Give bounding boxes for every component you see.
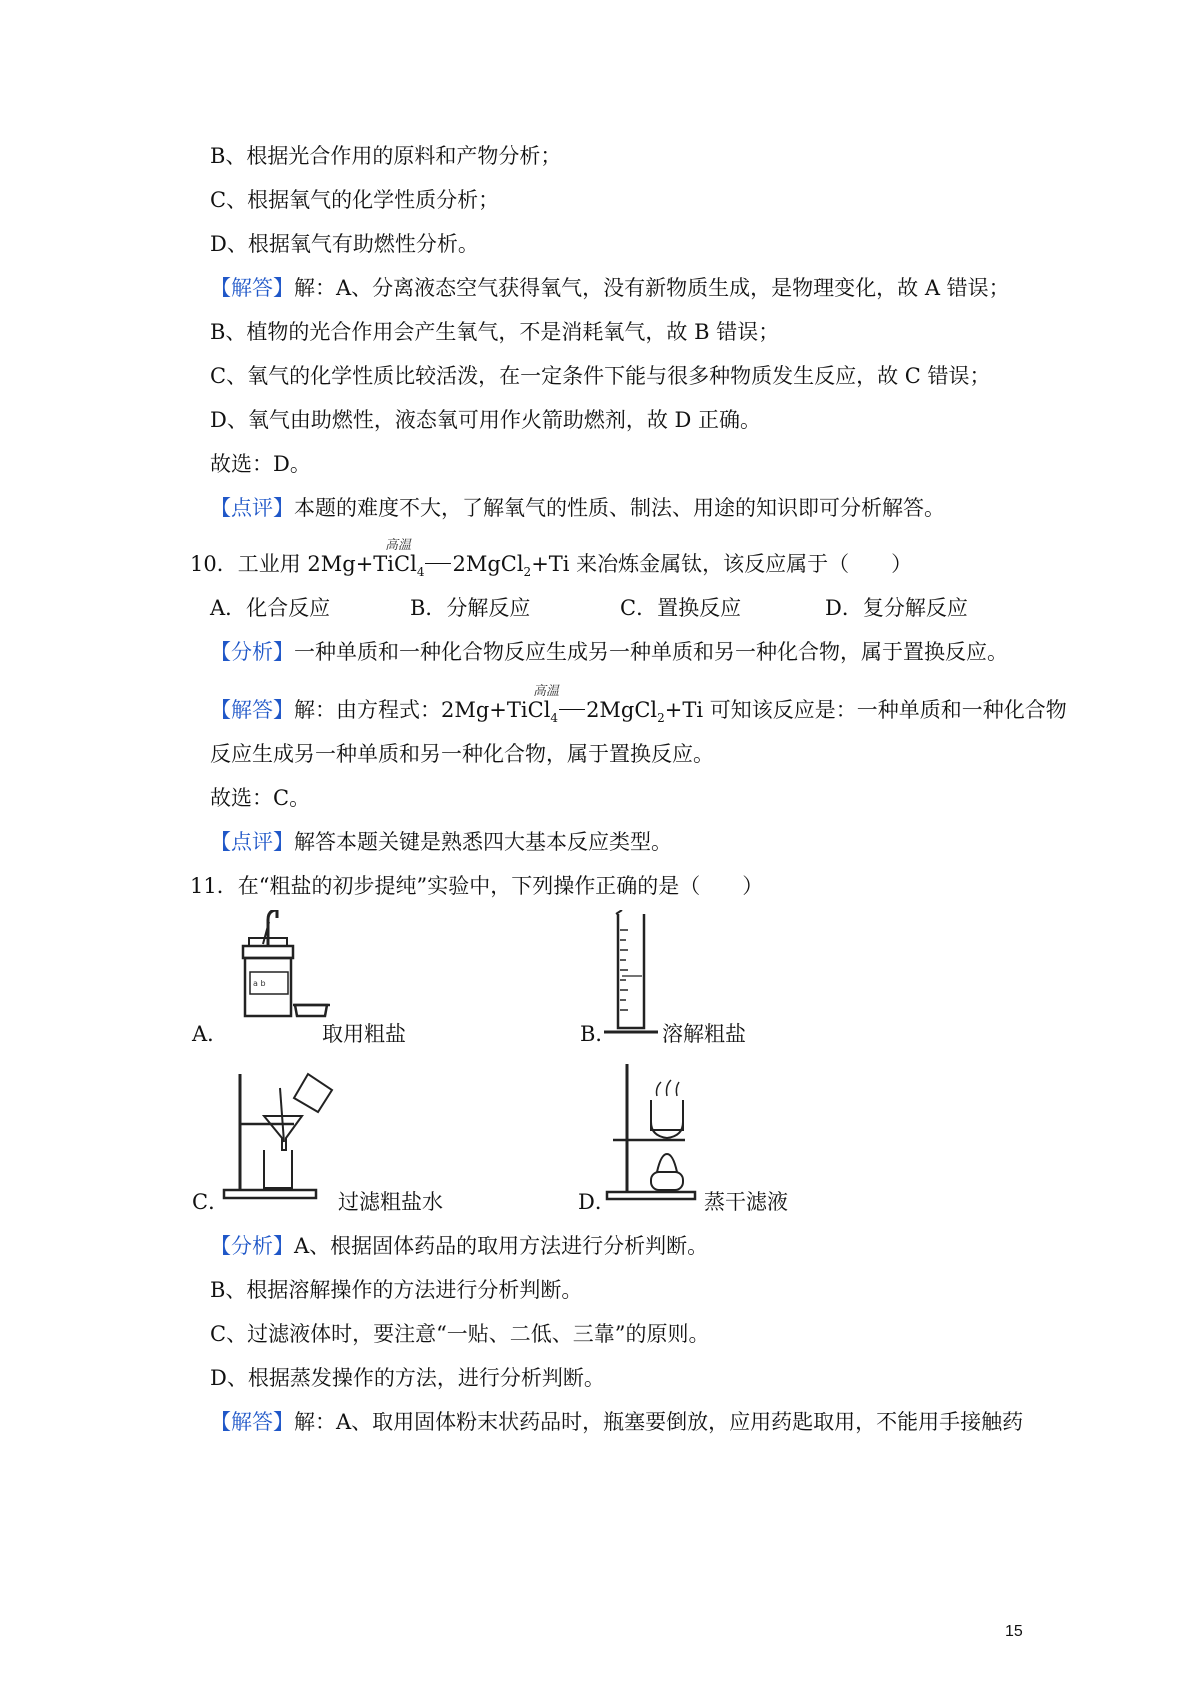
answer-text: 解：A、取用固体粉末状药品时，瓶塞要倒放，应用药匙取用，不能用手接触药 <box>294 1410 1024 1434</box>
comment-line <box>210 494 945 522</box>
text-line: 故选：D。 <box>210 452 311 476</box>
text-line: D、根据蒸发操作的方法，进行分析判断。 <box>210 1366 605 1390</box>
comment-tag: 【点评】 <box>210 496 294 520</box>
text-line: D、根据氧气有助燃性分析。 <box>210 232 479 256</box>
evaporate-figure <box>605 1062 705 1202</box>
text-line: C、根据氧气的化学性质分析； <box>210 188 500 212</box>
question-11-stem: 11．在“粗盐的初步提纯”实验中，下列操作正确的是（ ） <box>190 874 764 898</box>
text-line: B、根据溶解操作的方法进行分析判断。 <box>210 1278 583 1302</box>
text-line: B、植物的光合作用会产生氧气，不是消耗氧气，故 B 错误； <box>210 320 780 344</box>
answer-tag: 【解答】 <box>210 276 294 300</box>
q11-option-c-label: 过滤粗盐水 <box>338 1190 443 1214</box>
answer-line <box>210 696 1067 727</box>
option-d: D．复分解反应 <box>825 596 968 620</box>
subscript: 2 <box>523 565 532 579</box>
comment-tag: 【点评】 <box>210 830 294 854</box>
option-a: A．化合反应 <box>210 596 331 620</box>
analysis-line <box>210 1232 708 1260</box>
analysis-text: A、根据固体药品的取用方法进行分析判断。 <box>294 1234 709 1258</box>
answer-line <box>210 274 1010 302</box>
subscript: 4 <box>550 711 559 725</box>
text-line: 故选：C。 <box>210 786 311 810</box>
equation-bar <box>425 563 451 564</box>
reaction-condition: 高温 <box>385 538 412 553</box>
analysis-tag: 【分析】 <box>210 640 294 664</box>
dissolve-salt-figure <box>600 910 660 1038</box>
text-line: C、氧气的化学性质比较活泼，在一定条件下能与很多种物质发生反应，故 C 错误； <box>210 364 991 388</box>
analysis-line <box>210 638 1008 666</box>
answer-text: +Ti 可知该反应是：一种单质和一种化合物 <box>664 698 1067 722</box>
comment-text: 本题的难度不大，了解氧气的性质、制法、用途的知识即可分析解答。 <box>294 496 945 520</box>
text-line: C、过滤液体时，要注意“一贴、二低、三靠”的原则。 <box>210 1322 710 1346</box>
comment-text: 解答本题关键是熟悉四大基本反应类型。 <box>294 830 672 854</box>
subscript: 2 <box>657 711 665 725</box>
option-c: C．置换反应 <box>620 596 742 620</box>
q11-option-b-letter: B． <box>580 1022 617 1046</box>
filter-figure <box>222 1068 342 1200</box>
q11-option-d-letter: D． <box>578 1190 616 1214</box>
q10-rest: +Ti 来冶炼金属钛，该反应属于（ ） <box>531 552 913 576</box>
answer-product: 2MgCl <box>586 698 658 722</box>
q11-option-d-label: 蒸干滤液 <box>704 1190 788 1214</box>
answer-text: 解：A、分离液态空气获得氧气，没有新物质生成，是物理变化，故 A 错误； <box>294 276 1010 300</box>
take-salt-figure <box>235 910 335 1020</box>
text-line: B、根据光合作用的原料和产物分析； <box>210 144 562 168</box>
q11-option-a-label: 取用粗盐 <box>322 1022 406 1046</box>
q10-num: 10．工业用 2Mg+TiCl <box>190 552 417 576</box>
reaction-condition: 高温 <box>533 684 560 699</box>
option-b: B．分解反应 <box>410 596 531 620</box>
answer-text: 解：由方程式：2Mg+TiCl <box>294 698 551 722</box>
q11-option-a-letter: A． <box>192 1022 229 1046</box>
text-line: 反应生成另一种单质和另一种化合物，属于置换反应。 <box>210 742 714 766</box>
comment-line <box>210 828 672 856</box>
answer-tag: 【解答】 <box>210 698 294 722</box>
subscript: 4 <box>416 565 425 579</box>
analysis-text: 一种单质和一种化合物反应生成另一种单质和另一种化合物，属于置换反应。 <box>294 640 1008 664</box>
equation-bar <box>559 709 585 710</box>
analysis-tag: 【分析】 <box>210 1234 294 1258</box>
page-number: 15 <box>1005 1623 1023 1640</box>
question-10-stem <box>190 550 912 581</box>
q10-product: 2MgCl <box>452 552 524 576</box>
svg-text:a b: a b <box>253 979 266 988</box>
q11-option-b-label: 溶解粗盐 <box>662 1022 746 1046</box>
answer-tag: 【解答】 <box>210 1410 294 1434</box>
answer-line <box>210 1408 1023 1436</box>
text-line: D、氧气由助燃性，液态氧可用作火箭助燃剂，故 D 正确。 <box>210 408 762 432</box>
q11-option-c-letter: C． <box>192 1190 230 1214</box>
